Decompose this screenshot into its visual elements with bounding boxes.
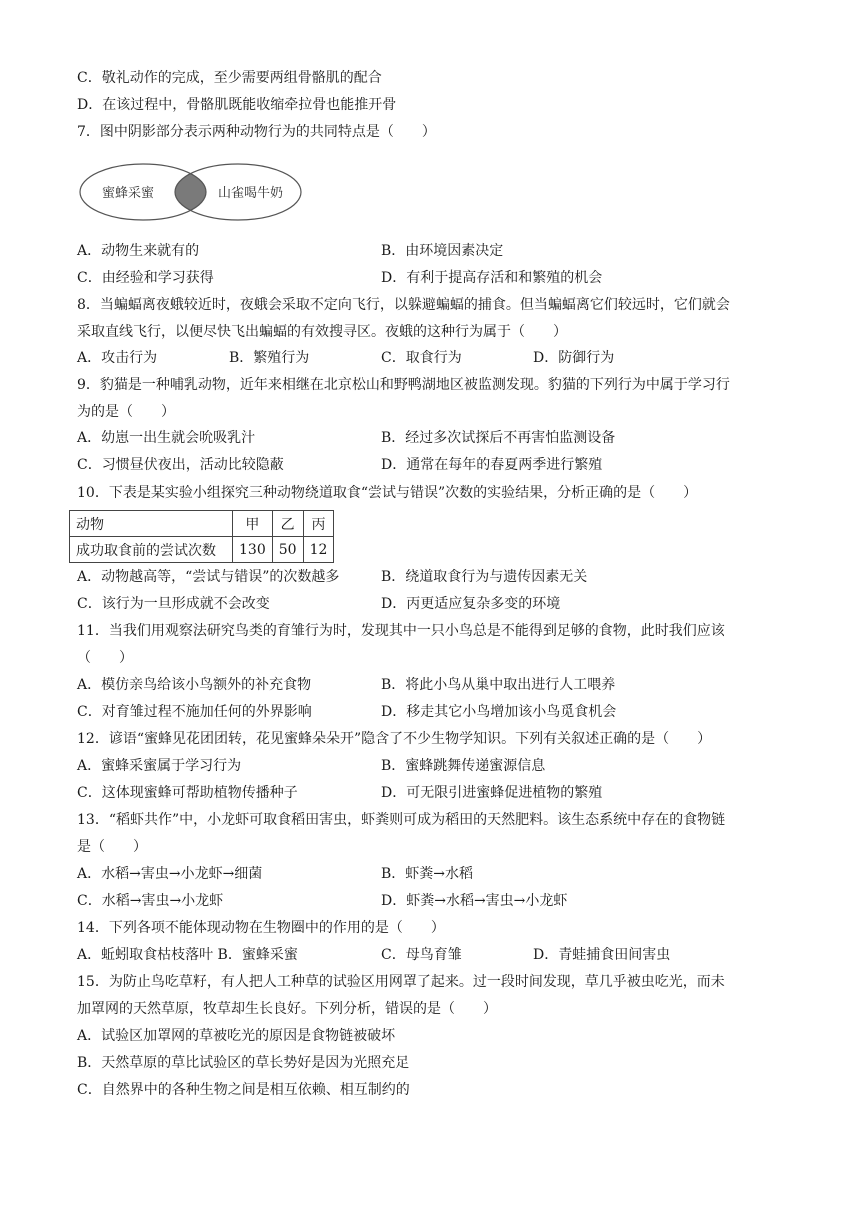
q10-option-d: D．丙更适应复杂多变的环境 [381,596,561,612]
q14-option-d: D．青蛙捕食田间害虫 [533,947,671,963]
q15-option-c: C．自然界中的各种生物之间是相互依赖、相互制约的 [77,1082,410,1098]
venn-diagram [78,162,308,224]
venn-left-label: 蜜蜂采蜜 [102,186,155,201]
q11-option-a: A．模仿亲鸟给该小鸟额外的补充食物 [77,677,312,693]
q13-option-c: C．水稻→害虫→小龙虾 [77,893,224,909]
q7-stem: 7．图中阴影部分表示两种动物行为的共同特点是（ ） [77,124,436,140]
table-col-jia: 甲 [233,511,273,537]
q13-option-b: B．虾粪→水稻 [381,866,474,882]
table-value-jia: 130 [233,537,273,563]
q10-table [69,510,334,563]
q9-option-d: D．通常在每年的春夏两季进行繁殖 [381,457,603,473]
q9-option-c: C．习惯昼伏夜出，活动比较隐蔽 [77,457,284,473]
q15-option-b: B．天然草原的草比试验区的草长势好是因为光照充足 [77,1055,410,1071]
q15-stem-line2: 加罩网的天然草原，牧草却生长良好。下列分析，错误的是（ ） [77,1001,497,1017]
q8-stem-line2: 采取直线飞行，以便尽快飞出蝙蝠的有效搜寻区。夜蛾的这种行为属于（ ） [77,324,567,340]
table-row [70,537,334,563]
q7-option-d: D．有利于提高存活和和繁殖的机会 [381,270,603,286]
q12-option-b: B．蜜蜂跳舞传递蜜源信息 [381,758,546,774]
table-header-label: 动物 [70,511,233,537]
q12-option-c: C．这体现蜜蜂可帮助植物传播种子 [77,785,298,801]
venn-right-label: 山雀喝牛奶 [218,186,284,201]
table-value-bing: 12 [303,537,334,563]
q6-option-c: C．敬礼动作的完成，至少需要两组骨骼肌的配合 [77,70,382,86]
q15-option-a: A．试验区加罩网的草被吃光的原因是食物链被破坏 [77,1028,396,1044]
q8-option-d: D．防御行为 [533,350,615,366]
table-row [70,511,334,537]
q9-stem-line2: 为的是（ ） [77,404,175,420]
q6-option-d: D．在该过程中，骨骼肌既能收缩牵拉骨也能推开骨 [77,97,397,113]
q10-option-b: B．绕道取食行为与遗传因素无关 [381,569,588,585]
q8-stem-line1: 8．当蝙蝠离夜蛾较近时，夜蛾会采取不定向飞行，以躲避蝙蝠的捕食。但当蝙蝠离它们较远时，它们就会 [77,297,730,313]
q11-option-b: B．将此小鸟从巢中取出进行人工喂养 [381,677,616,693]
q11-option-d: D．移走其它小鸟增加该小鸟觅食机会 [381,704,617,720]
table-col-bing: 丙 [303,511,334,537]
table-col-yi: 乙 [272,511,303,537]
q14-option-c: C．母鸟育雏 [381,947,462,963]
q13-option-a: A．水稻→害虫→小龙虾→细菌 [77,866,263,882]
q11-option-c: C．对育雏过程不施加任何的外界影响 [77,704,312,720]
q8-option-a: A．攻击行为 [77,350,158,366]
q13-stem-line1: 13．“稻虾共作”中，小龙虾可取食稻田害虫，虾粪则可成为稻田的天然肥料。该生态系统中存在的食物链 [77,812,726,828]
q10-option-a: A．动物越高等，“尝试与错误”的次数越多 [77,569,340,585]
q13-stem-line2: 是（ ） [77,839,147,855]
q10-option-c: C．该行为一旦形成就不会改变 [77,596,270,612]
q7-option-a: A．动物生来就有的 [77,243,200,259]
q12-stem: 12．谚语“蜜蜂见花团团转，花见蜜蜂朵朵开”隐含了不少生物学知识。下列有关叙述正确的是（ ） [77,731,712,747]
q10-stem: 10．下表是某实验小组探究三种动物绕道取食“尝试与错误”次数的实验结果，分析正确的是（ ） [77,485,698,501]
q7-option-c: C．由经验和学习获得 [77,270,214,286]
q14-option-ab: A．蚯蚓取食枯枝落叶 B．蜜蜂采蜜 [77,947,298,963]
q12-option-a: A．蜜蜂采蜜属于学习行为 [77,758,242,774]
q9-stem-line1: 9．豹猫是一种哺乳动物，近年来相继在北京松山和野鸭湖地区被监测发现。豹猫的下列行为中属于学习行 [77,377,730,393]
q14-stem: 14．下列各项不能体现动物在生物圈中的作用的是（ ） [77,920,445,936]
q8-option-c: C．取食行为 [381,350,462,366]
q11-stem-line1: 11．当我们用观察法研究鸟类的育雏行为时，发现其中一只小鸟总是不能得到足够的食物，此时我们应该 [77,623,725,639]
q9-option-b: B．经过多次试探后不再害怕监测设备 [381,430,616,446]
q8-option-b: B．繁殖行为 [229,350,310,366]
table-value-yi: 50 [272,537,303,563]
q11-stem-line2: （ ） [77,650,133,666]
table-row-label: 成功取食前的尝试次数 [70,537,233,563]
q7-option-b: B．由环境因素决定 [381,243,504,259]
q13-option-d: D．虾粪→水稻→害虫→小龙虾 [381,893,568,909]
q12-option-d: D．可无限引进蜜蜂促进植物的繁殖 [381,785,603,801]
q9-option-a: A．幼崽一出生就会吮吸乳汁 [77,430,256,446]
q15-stem-line1: 15．为防止鸟吃草籽，有人把人工种草的试验区用网罩了起来。过一段时间发现，草几乎被虫吃光，而未 [77,974,725,990]
